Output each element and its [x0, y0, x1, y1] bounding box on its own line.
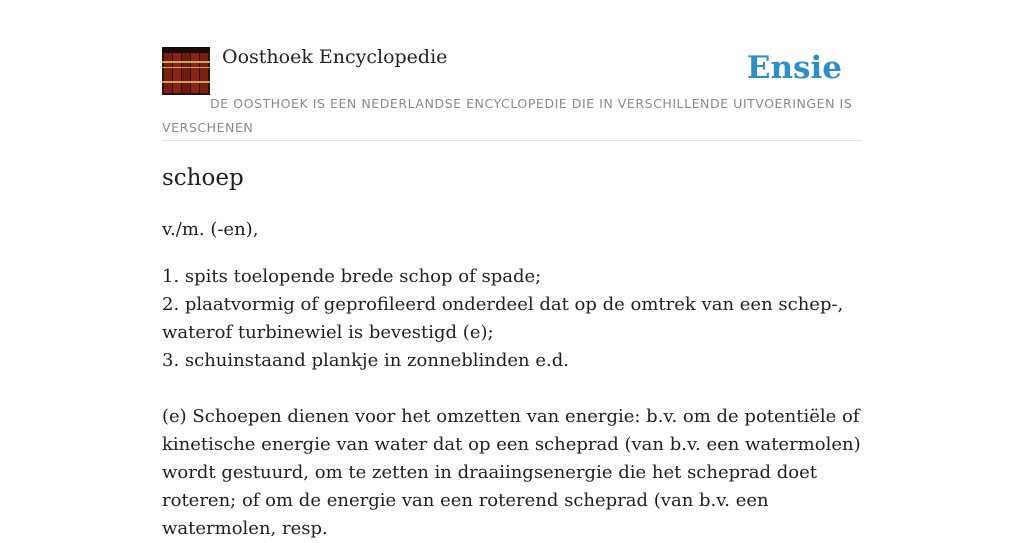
paragraph-spacer: [162, 375, 862, 403]
definition-2: 2. plaatvormig of geprofileerd onderdeel dat op de omtrek van een schep-, waterof turbinewiel is bevestigd (e);: [162, 294, 844, 343]
page-title: schoep: [162, 165, 244, 191]
publication-tagline: DE OOSTHOEK IS EEN NEDERLANDSE ENCYCLOPEDIE DIE IN VERSCHILLENDE UITVOERINGEN IS VERSCHENEN: [162, 96, 853, 135]
publication-name[interactable]: Oosthoek Encyclopedie: [222, 46, 448, 68]
books-icon[interactable]: [162, 47, 210, 95]
site-header: [162, 44, 862, 141]
grammar-info: v./m. (-en),: [162, 219, 259, 240]
article-body: [162, 216, 862, 543]
definition-3: 3. schuinstaand plankje in zonneblinden e.d.: [162, 350, 569, 371]
explanatory-note: (e) Schoepen dienen voor het omzetten van energie: b.v. om de potentiële of kinetische energie van water dat op een scheprad (van b.v. een watermolen) wordt gestuurd, om te zetten in draaiingsenergie die het scheprad doet roteren; of om de energie van een roterend scheprad (van b.v. een watermolen, resp.: [162, 406, 861, 539]
definition-1: 1. spits toelopende brede schop of spade;: [162, 266, 542, 287]
brand-logo[interactable]: Ensie: [746, 50, 842, 86]
